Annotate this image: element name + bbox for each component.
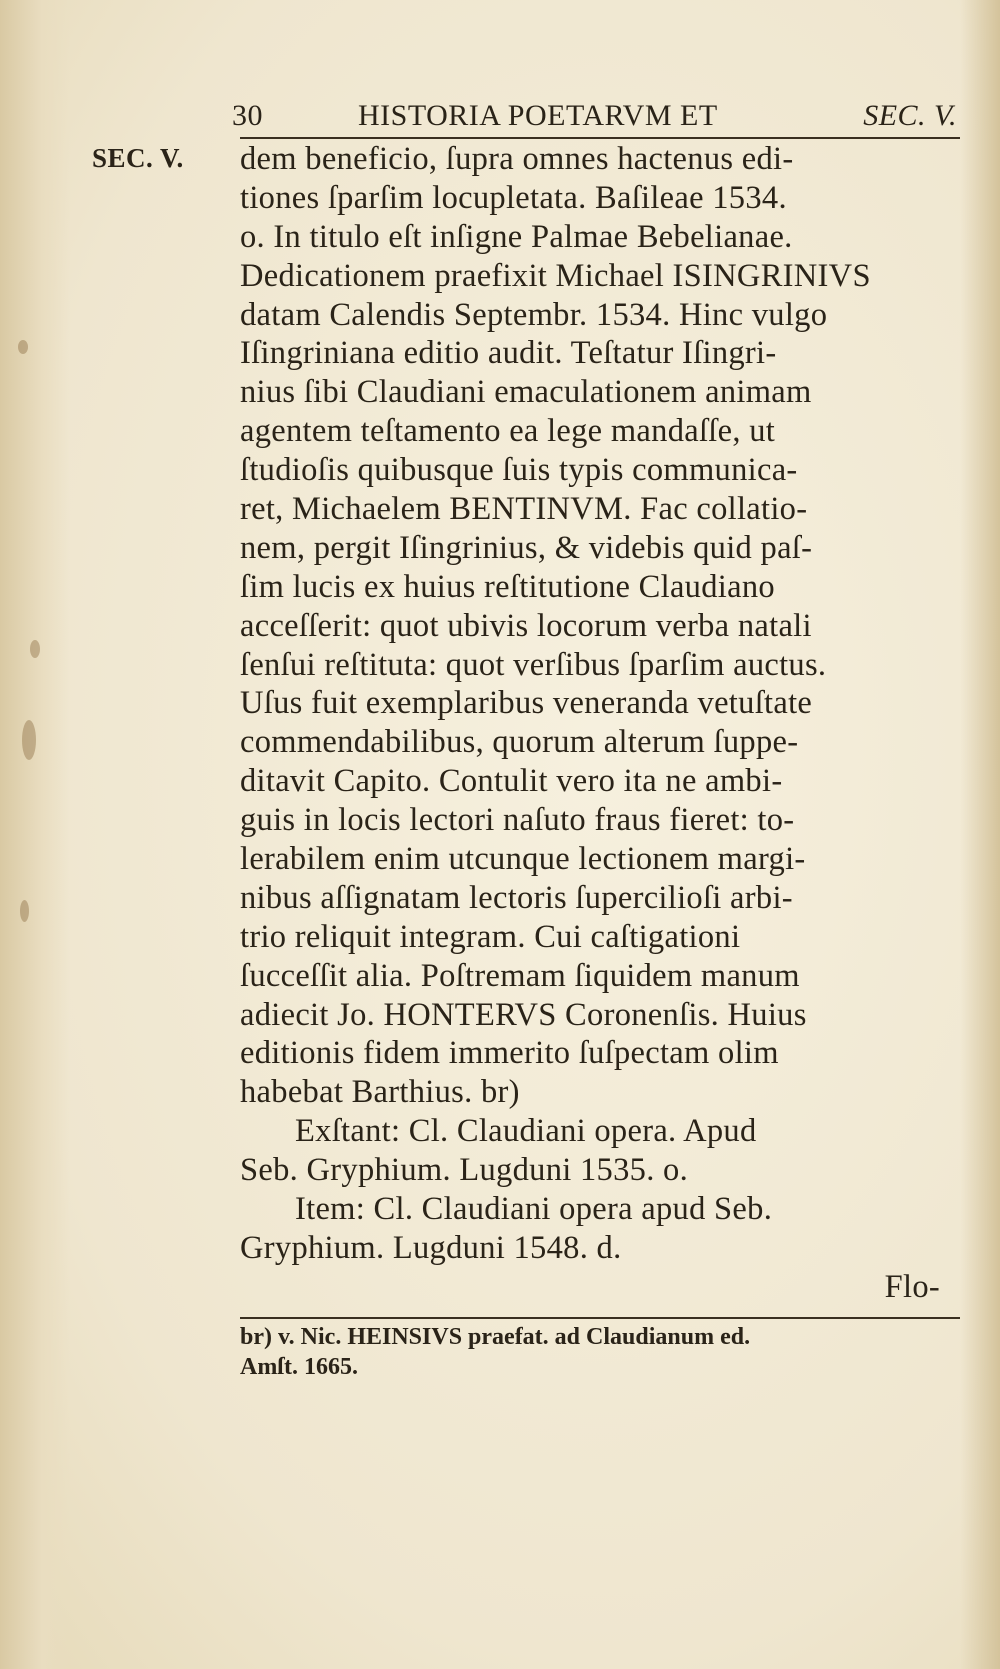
footnote-rule: [240, 1317, 960, 1319]
text-line: acceſſerit: quot ubivis locorum verba natali: [240, 607, 812, 644]
footnote-line: Amſt. 1665.: [240, 1354, 358, 1380]
catchword: Flo-: [884, 1268, 940, 1305]
running-head: [232, 94, 962, 138]
entry-line: Gryphium. Lugduni 1548. d.: [240, 1229, 622, 1266]
text-line: datam Calendis Septembr. 1534. Hinc vulgo: [240, 296, 828, 333]
text-line: nibus aſſignatam lectoris ſupercilioſi arbi-: [240, 879, 793, 916]
footnote: [240, 1322, 960, 1382]
running-head-title: HISTORIA POETARVM ET: [358, 99, 718, 132]
entry-line: Exſtant: Cl. Claudiani opera. Apud: [295, 1113, 757, 1150]
text-line: dem beneficio, ſupra omnes hactenus edi-: [240, 141, 794, 177]
entry-line: Seb. Gryphium. Lugduni 1535. o.: [240, 1152, 689, 1189]
text-line: ditavit Capito. Contulit vero ita ne ambi-: [240, 763, 783, 800]
page-edge: [960, 0, 1000, 1669]
header-rule: [240, 137, 960, 139]
text-line: Uſus fuit exemplaribus veneranda vetuſtate: [240, 685, 813, 722]
text-line: lerabilem enim utcunque lectionem margi-: [240, 841, 806, 878]
text-line: tiones ſparſim locupletata. Baſileae 1534.: [240, 179, 787, 216]
ink-spot: [22, 720, 36, 760]
text-line: agentem teſtamento ea lege mandaſſe, ut: [240, 413, 776, 450]
text-line: ſtudioſis quibusque ſuis typis communica-: [240, 452, 798, 489]
text-line: ſucceſſit alia. Poſtremam ſiquidem manum: [240, 957, 800, 994]
text-line: ret, Michaelem BENTINVM. Fac collatio-: [240, 491, 808, 528]
text-line: guis in locis lectori naſuto fraus fieret: to-: [240, 802, 795, 839]
margin-section-label: SEC. V.: [92, 143, 184, 173]
text-line: nius ſibi Claudiani emaculationem animam: [240, 374, 812, 411]
text-line: nem, pergit Iſingrinius, & videbis quid paſ-: [240, 529, 813, 566]
text-line: trio reliquit integram. Cui caſtigationi: [240, 918, 741, 955]
ink-spot: [18, 340, 28, 354]
text-line: habebat Barthius. br): [240, 1074, 520, 1111]
text-line: ſim lucis ex huius reſtitutione Claudiano: [240, 568, 775, 605]
ink-spot: [20, 900, 29, 922]
footnote-line: br) v. Nic. HEINSIVS praefat. ad Claudianum ed.: [240, 1324, 751, 1350]
ink-spot: [30, 640, 40, 658]
text-line: o. In titulo eſt inſigne Palmae Bebelianae.: [240, 218, 793, 255]
running-head-section: SEC. V.: [863, 99, 957, 132]
text-line: adiecit Jo. HONTERVS Coronenſis. Huius: [240, 996, 807, 1033]
page-gutter: [0, 0, 70, 1669]
page-number: 30: [232, 99, 263, 132]
text-line: Iſingriniana editio audit. Teſtatur Iſingri-: [240, 335, 777, 372]
entry-line: Item: Cl. Claudiani opera apud Seb.: [295, 1191, 773, 1228]
main-text: [240, 140, 960, 1307]
text-line: ſenſui reſtituta: quot verſibus ſparſim auctus.: [240, 646, 827, 683]
text-line: Dedicationem praefixit Michael ISINGRINIVS: [240, 257, 871, 294]
text-line: editionis fidem immerito ſuſpectam olim: [240, 1035, 779, 1072]
text-line: commendabilibus, quorum alterum ſuppe-: [240, 724, 799, 761]
